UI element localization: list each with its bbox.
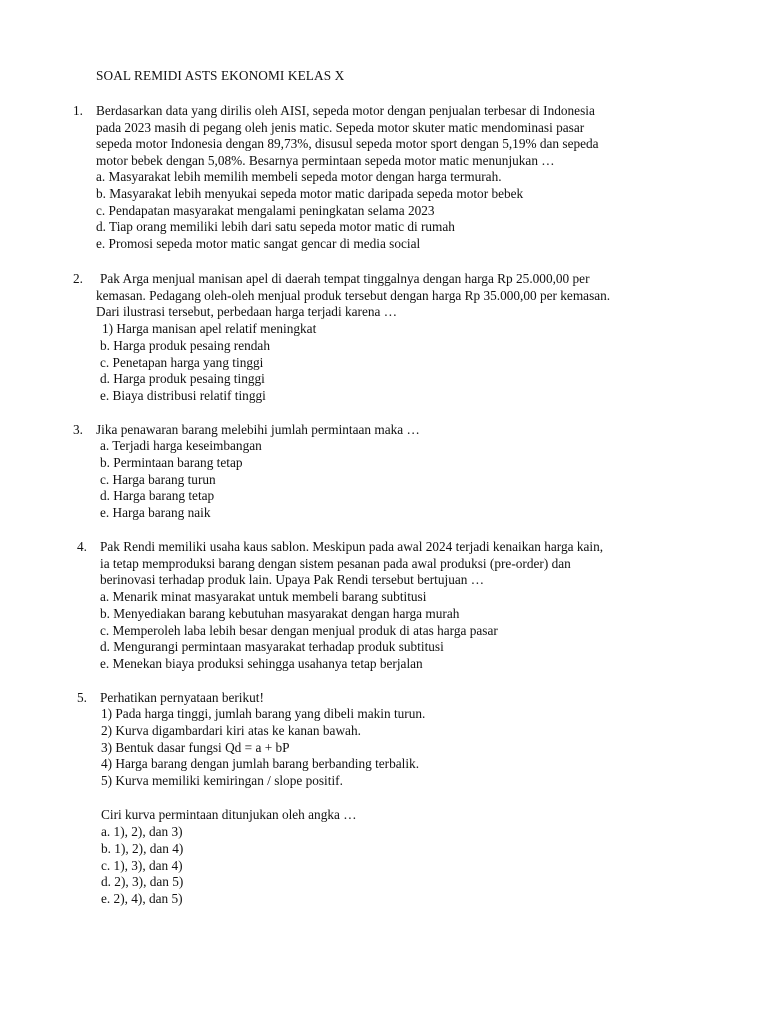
question-stem: Pak Rendi memiliki usaha kaus sablon. Meskipun pada awal 2024 terjadi kenaikan harga kain, ia tetap memproduksi barang dengan sistem pesanan pada awal produksi (pre-order) dan berinovasi terhadap produk lain. Upaya Pak Rendi tersebut bertujuan … — [100, 539, 604, 588]
question-stem: Perhatikan pernyataan berikut! — [100, 690, 264, 705]
option-a: a. Terjadi harga keseimbangan — [100, 438, 262, 453]
statement-4: 4) Harga barang dengan jumlah barang berbanding terbalik. — [101, 756, 420, 772]
document-title: SOAL REMIDI ASTS EKONOMI KELAS X — [96, 68, 345, 83]
option-b: b. Harga produk pesaing rendah — [100, 337, 270, 353]
option-b: b. 1), 2), dan 4) — [101, 840, 184, 856]
option-e: e. Biaya distribusi relatif tinggi — [100, 388, 266, 404]
question-number: 2. — [73, 271, 83, 286]
option-b: b. Masyarakat lebih menyukai sepeda motor matic daripada sepeda motor bebek — [96, 185, 524, 201]
statement-2: 2) Kurva digambardari kiri atas ke kanan bawah. — [101, 722, 361, 738]
option-a: a. Masyarakat lebih memilih membeli sepeda motor dengan harga termurah. — [96, 169, 502, 184]
question-stem: Pak Arga menjual manisan apel di daerah tempat tinggalnya dengan harga Rp 25.000,00 per kemasan. Pedagang oleh-oleh menjual produk tersebut dengan harga Rp 35.000,00 per kemasan. Dari ilustrasi tersebut, perbedaan harga terjadi karena … — [96, 271, 611, 320]
option-a: a. Menarik minat masyarakat untuk membeli barang subtitusi — [100, 589, 427, 604]
option-b: b. Menyediakan barang kebutuhan masyarakat dengan harga murah — [100, 605, 460, 621]
question-number: 5. — [77, 690, 87, 705]
option-a: a. 1), 2), dan 3) — [101, 824, 183, 839]
option-d: d. 2), 3), dan 5) — [101, 874, 184, 890]
option-e: e. Promosi sepeda motor matic sangat gencar di media social — [96, 236, 421, 252]
question-stem: Jika penawaran barang melebihi jumlah permintaan maka … — [96, 422, 420, 437]
option-e: e. 2), 4), dan 5) — [101, 891, 183, 907]
statement-list — [101, 706, 425, 790]
option-c: c. Pendapatan masyarakat mengalami peningkatan selama 2023 — [96, 202, 435, 218]
option-d: d. Harga produk pesaing tinggi — [100, 371, 265, 387]
option-d: d. Harga barang tetap — [100, 488, 215, 504]
option-c: c. Harga barang turun — [100, 471, 216, 487]
question-prompt: Ciri kurva permintaan ditunjukan oleh angka … — [101, 807, 357, 822]
option-d: d. Tiap orang memiliki lebih dari satu sepeda motor matic di rumah — [96, 219, 455, 235]
option-e: e. Harga barang naik — [100, 505, 211, 521]
option-a: 1) Harga manisan apel relatif meningkat — [102, 321, 317, 336]
option-c: c. Memperoleh laba lebih besar dengan menjual produk di atas harga pasar — [100, 622, 498, 638]
option-e: e. Menekan biaya produksi sehingga usahanya tetap berjalan — [100, 656, 423, 672]
question-number: 1. — [73, 103, 83, 118]
question-number: 4. — [77, 539, 87, 554]
statement-5: 5) Kurva memiliki kemiringan / slope positif. — [101, 773, 343, 789]
option-b: b. Permintaan barang tetap — [100, 454, 243, 470]
option-list — [100, 589, 498, 673]
option-c: c. Penetapan harga yang tinggi — [100, 354, 264, 370]
option-d: d. Mengurangi permintaan masyarakat terhadap produk subtitusi — [100, 639, 444, 655]
statement-3: 3) Bentuk dasar fungsi Qd = a + bP — [101, 739, 290, 755]
statement-1: 1) Pada harga tinggi, jumlah barang yang dibeli makin turun. — [101, 706, 426, 721]
question-stem: Berdasarkan data yang dirilis oleh AISI, sepeda motor dengan penjualan terbesar di Indonesia pada 2023 masih di pegang oleh jenis matic. Sepeda motor skuter matic mendominasi pasar sepeda motor Indonesia dengan 89,73%, disusul sepeda motor sport dengan 5,19% dan sepeda motor bebek dengan 5,08%. Besarnya permintaan sepeda motor matic menunjukan … — [96, 103, 599, 169]
option-list — [100, 438, 262, 522]
option-c: c. 1), 3), dan 4) — [101, 857, 183, 873]
option-list — [100, 321, 316, 405]
option-list — [101, 824, 183, 908]
option-list — [96, 169, 523, 253]
question-number: 3. — [73, 422, 83, 437]
